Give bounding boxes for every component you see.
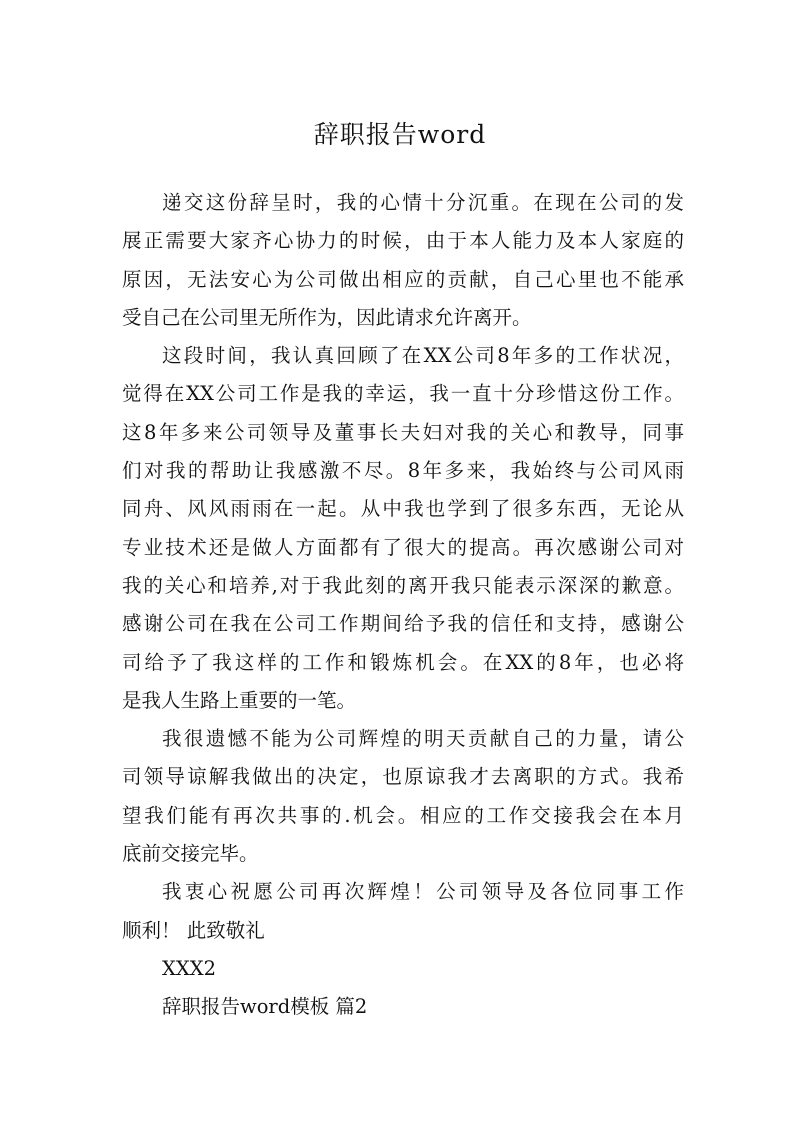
text-line: 这段时间，我认真回顾了在XX公司8年多的工作状况， <box>162 344 684 368</box>
document-body <box>122 184 684 1027</box>
text-line: 司给予了我这样的工作和锻炼机会。在XX的8年，也必将 <box>122 650 684 674</box>
text-line: 递交这份辞呈时，我的心情十分沉重。在现在公司的发 <box>162 191 684 214</box>
text-line: 我的关心和培养,对于我此刻的离开我只能表示深深的歉意。 <box>122 573 684 597</box>
text-line: 底前交接完毕。 <box>122 842 259 866</box>
text-line: 受自己在公司里无所作为，因此请求允许离开。 <box>122 305 532 329</box>
text-line: 司领导谅解我做出的决定，也原谅我才去离职的方式。我希 <box>122 765 684 789</box>
text-line: XXX2 <box>162 956 217 980</box>
text-line: 们对我的帮助让我感激不尽。8年多来，我始终与公司风雨 <box>122 459 684 483</box>
text-line: 专业技术还是做人方面都有了很大的提高。再次感谢公司对 <box>122 535 684 559</box>
text-line: 这8年多来公司领导及董事长夫妇对我的关心和教导，同事 <box>122 420 684 444</box>
text-line: 觉得在XX公司工作是我的幸运，我一直十分珍惜这份工作。 <box>122 382 684 406</box>
document-title: 辞职报告word <box>313 119 487 149</box>
text-line: 我很遗憾不能为公司辉煌的明天贡献自己的力量，请公 <box>162 727 684 751</box>
text-line: 展正需要大家齐心协力的时候，由于本人能力及本人家庭的 <box>122 229 684 253</box>
text-line: 感谢公司在我在公司工作期间给予我的信任和支持，感谢公 <box>122 612 684 636</box>
text-line: 原因，无法安心为公司做出相应的贡献，自己心里也不能承 <box>122 267 684 291</box>
text-line: 是我人生路上重要的一笔。 <box>122 688 357 712</box>
text-line: 顺利！ 此致敬礼 <box>122 918 265 942</box>
text-line: 我衷心祝愿公司再次辉煌！公司领导及各位同事工作 <box>162 880 684 904</box>
text-line: 同舟、风风雨雨在一起。从中我也学到了很多东西，无论从 <box>122 497 684 521</box>
text-line: 望我们能有再次共事的.机会。相应的工作交接我会在本月 <box>122 803 684 827</box>
text-line: 辞职报告word模板 篇2 <box>162 995 368 1019</box>
